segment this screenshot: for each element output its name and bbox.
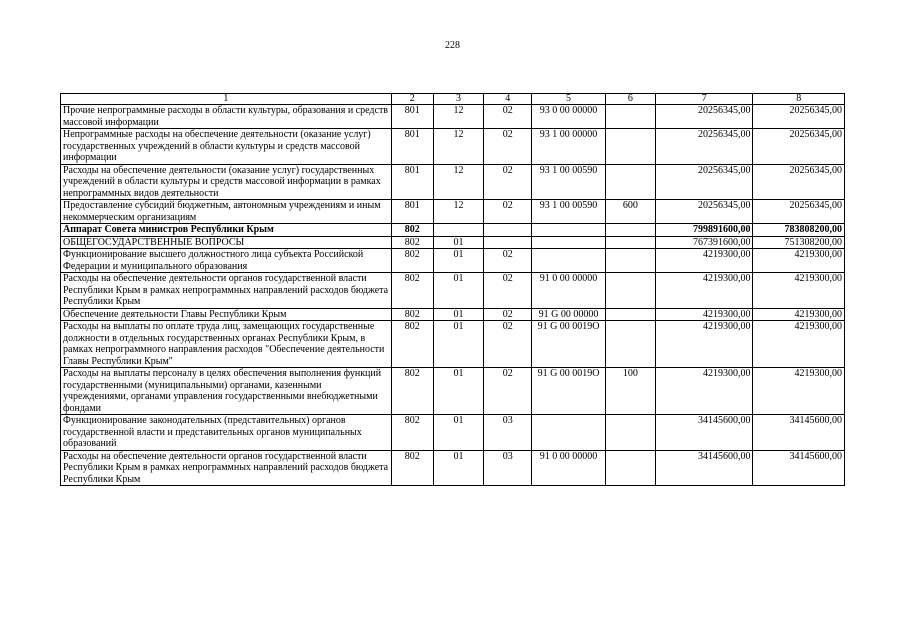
target-article-code-cell: 91 0 00 00000 — [532, 273, 605, 309]
expense-type-code-cell — [605, 129, 655, 165]
department-code-cell: 801 — [391, 164, 433, 200]
target-article-code-cell: 93 1 00 00000 — [532, 129, 605, 165]
header-cell: 5 — [532, 94, 605, 105]
expense-type-code-cell — [605, 105, 655, 129]
table-row — [61, 164, 845, 200]
section-code-cell: 12 — [433, 164, 483, 200]
amount-year2-cell: 4219300,00 — [753, 273, 845, 309]
target-article-code-cell: 93 0 00 00000 — [532, 105, 605, 129]
amount-year2-cell: 20256345,00 — [753, 200, 845, 224]
expense-name-cell: Функционирование законодательных (представительных) органов государственной власти и представительных органов муниципальных образований — [61, 415, 392, 451]
department-code-cell: 802 — [391, 308, 433, 321]
subsection-code-cell: 02 — [484, 308, 532, 321]
table-row — [61, 224, 845, 237]
expense-type-code-cell — [605, 249, 655, 273]
department-code-cell: 801 — [391, 200, 433, 224]
section-code-cell: 01 — [433, 273, 483, 309]
subsection-code-cell: 02 — [484, 105, 532, 129]
header-cell: 4 — [484, 94, 532, 105]
table-row — [61, 105, 845, 129]
expense-name-cell: Расходы на выплаты по оплате труда лиц, замещающих государственные должности в отдельных государственных органах Республики Крым, в рамках непрограммного направления расходов "Обеспечение деятельности Главы Республики Крым" — [61, 321, 392, 368]
section-code-cell: 01 — [433, 415, 483, 451]
amount-year2-cell: 783808200,00 — [753, 224, 845, 237]
target-article-code-cell — [532, 249, 605, 273]
department-code-cell: 802 — [391, 249, 433, 273]
subsection-code-cell: 03 — [484, 415, 532, 451]
expense-type-code-cell — [605, 236, 655, 249]
expense-name-cell: Расходы на обеспечение деятельности (оказание услуг) государственных учреждений в области культуры и средств массовой информации в рамках непрограммных видов деятельности — [61, 164, 392, 200]
amount-year2-cell: 34145600,00 — [753, 415, 845, 451]
table-row — [61, 273, 845, 309]
department-code-cell: 801 — [391, 129, 433, 165]
target-article-code-cell: 91 G 00 0019O — [532, 368, 605, 415]
department-code-cell: 802 — [391, 236, 433, 249]
table-row — [61, 308, 845, 321]
target-article-code-cell: 93 1 00 00590 — [532, 200, 605, 224]
expense-name-cell: ОБЩЕГОСУДАРСТВЕННЫЕ ВОПРОСЫ — [61, 236, 392, 249]
target-article-code-cell — [532, 224, 605, 237]
subsection-code-cell: 02 — [484, 368, 532, 415]
table-row — [61, 368, 845, 415]
section-code-cell: 01 — [433, 450, 483, 486]
amount-year1-cell: 4219300,00 — [655, 321, 752, 368]
amount-year2-cell: 4219300,00 — [753, 249, 845, 273]
subsection-code-cell: 02 — [484, 200, 532, 224]
expense-name-cell: Непрограммные расходы на обеспечение деятельности (оказание услуг) государственных учреждений в области культуры и средств массовой информации — [61, 129, 392, 165]
expense-name-cell: Функционирование высшего должностного лица субъекта Российской Федерации и муниципального образования — [61, 249, 392, 273]
subsection-code-cell: 02 — [484, 249, 532, 273]
table-row — [61, 321, 845, 368]
section-code-cell: 01 — [433, 308, 483, 321]
target-article-code-cell — [532, 236, 605, 249]
department-code-cell: 802 — [391, 415, 433, 451]
subsection-code-cell — [484, 224, 532, 237]
expense-type-code-cell — [605, 321, 655, 368]
department-code-cell: 802 — [391, 224, 433, 237]
table-row — [61, 236, 845, 249]
amount-year1-cell: 767391600,00 — [655, 236, 752, 249]
amount-year1-cell: 20256345,00 — [655, 105, 752, 129]
expense-type-code-cell — [605, 164, 655, 200]
header-row — [61, 94, 845, 105]
department-code-cell: 802 — [391, 273, 433, 309]
amount-year2-cell: 34145600,00 — [753, 450, 845, 486]
subsection-code-cell: 03 — [484, 450, 532, 486]
expense-type-code-cell — [605, 450, 655, 486]
amount-year1-cell: 4219300,00 — [655, 308, 752, 321]
amount-year1-cell: 799891600,00 — [655, 224, 752, 237]
amount-year2-cell: 20256345,00 — [753, 164, 845, 200]
page-number: 228 — [445, 40, 460, 51]
expense-name-cell: Расходы на обеспечение деятельности органов государственной власти Республики Крым в рамках непрограммных направлений расходов бюджета Республики Крым — [61, 273, 392, 309]
amount-year1-cell: 4219300,00 — [655, 249, 752, 273]
section-code-cell: 12 — [433, 129, 483, 165]
header-cell: 7 — [655, 94, 752, 105]
subsection-code-cell — [484, 236, 532, 249]
expense-name-cell: Аппарат Совета министров Республики Крым — [61, 224, 392, 237]
table-row — [61, 415, 845, 451]
department-code-cell: 802 — [391, 450, 433, 486]
section-code-cell: 01 — [433, 236, 483, 249]
target-article-code-cell: 91 G 00 0019O — [532, 321, 605, 368]
section-code-cell: 01 — [433, 321, 483, 368]
section-code-cell — [433, 224, 483, 237]
header-cell: 3 — [433, 94, 483, 105]
amount-year2-cell: 20256345,00 — [753, 129, 845, 165]
budget-table — [60, 93, 845, 486]
table-row — [61, 129, 845, 165]
expense-type-code-cell — [605, 224, 655, 237]
target-article-code-cell — [532, 415, 605, 451]
amount-year1-cell: 20256345,00 — [655, 164, 752, 200]
department-code-cell: 802 — [391, 321, 433, 368]
amount-year2-cell: 4219300,00 — [753, 368, 845, 415]
header-cell: 1 — [61, 94, 392, 105]
section-code-cell: 12 — [433, 200, 483, 224]
table-row — [61, 249, 845, 273]
expense-type-code-cell: 600 — [605, 200, 655, 224]
amount-year1-cell: 34145600,00 — [655, 450, 752, 486]
amount-year2-cell: 751308200,00 — [753, 236, 845, 249]
amount-year1-cell: 20256345,00 — [655, 200, 752, 224]
section-code-cell: 01 — [433, 249, 483, 273]
subsection-code-cell: 02 — [484, 273, 532, 309]
target-article-code-cell: 93 1 00 00590 — [532, 164, 605, 200]
expense-type-code-cell: 100 — [605, 368, 655, 415]
table-row — [61, 200, 845, 224]
amount-year2-cell: 20256345,00 — [753, 105, 845, 129]
expense-type-code-cell — [605, 415, 655, 451]
subsection-code-cell: 02 — [484, 164, 532, 200]
amount-year2-cell: 4219300,00 — [753, 321, 845, 368]
amount-year1-cell: 34145600,00 — [655, 415, 752, 451]
section-code-cell: 01 — [433, 368, 483, 415]
department-code-cell: 802 — [391, 368, 433, 415]
expense-name-cell: Расходы на обеспечение деятельности органов государственной власти Республики Крым в рамках непрограммных направлений расходов бюджета Республики Крым — [61, 450, 392, 486]
department-code-cell: 801 — [391, 105, 433, 129]
subsection-code-cell: 02 — [484, 129, 532, 165]
table-row — [61, 450, 845, 486]
header-cell: 8 — [753, 94, 845, 105]
expense-name-cell: Обеспечение деятельности Главы Республики Крым — [61, 308, 392, 321]
amount-year1-cell: 4219300,00 — [655, 273, 752, 309]
expense-name-cell: Расходы на выплаты персоналу в целях обеспечения выполнения функций государственными (муниципальными) органами, казенными учреждениями, органами управления государственными внебюджетными фондами — [61, 368, 392, 415]
expense-type-code-cell — [605, 308, 655, 321]
amount-year1-cell: 20256345,00 — [655, 129, 752, 165]
table-body — [61, 105, 845, 486]
expense-name-cell: Прочие непрограммные расходы в области культуры, образования и средств массовой информации — [61, 105, 392, 129]
header-cell: 2 — [391, 94, 433, 105]
target-article-code-cell: 91 G 00 00000 — [532, 308, 605, 321]
amount-year1-cell: 4219300,00 — [655, 368, 752, 415]
subsection-code-cell: 02 — [484, 321, 532, 368]
expense-type-code-cell — [605, 273, 655, 309]
target-article-code-cell: 91 0 00 00000 — [532, 450, 605, 486]
section-code-cell: 12 — [433, 105, 483, 129]
expense-name-cell: Предоставление субсидий бюджетным, автономным учреждениям и иным некоммерческим организациям — [61, 200, 392, 224]
header-cell: 6 — [605, 94, 655, 105]
amount-year2-cell: 4219300,00 — [753, 308, 845, 321]
